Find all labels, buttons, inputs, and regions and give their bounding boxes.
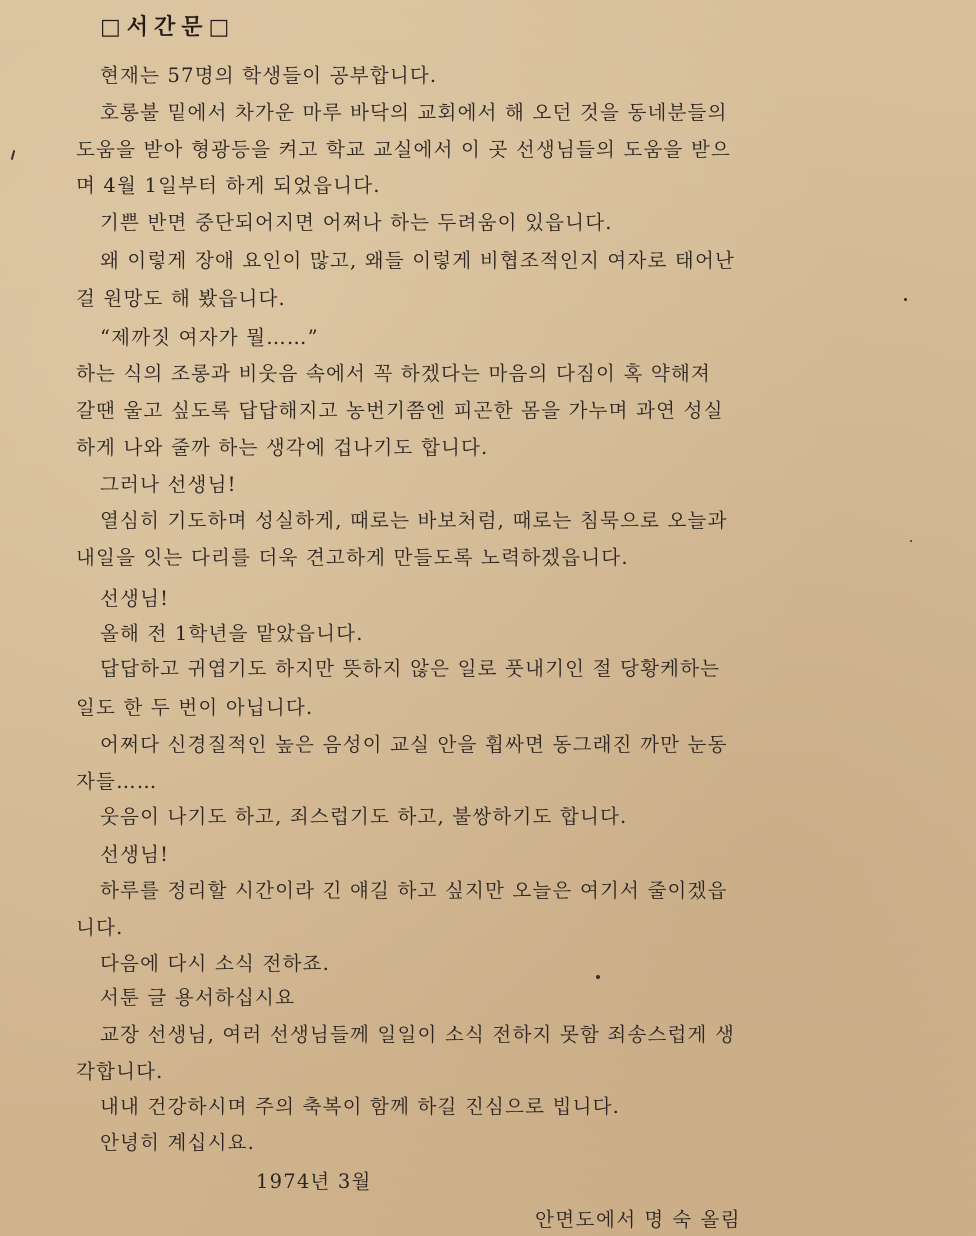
letter-line: 하는 식의 조롱과 비웃음 속에서 꼭 하겠다는 마음의 다짐이 혹 약해져 [76,362,712,385]
letter-line: 열심히 기도하며 성실하게, 때로는 바보처럼, 때로는 침묵으로 오늘과 [100,509,728,532]
letter-line: 안녕히 계십시요. [100,1131,256,1154]
paper-speck [904,298,907,301]
letter-line: 웃음이 나기도 하고, 죄스럽기도 하고, 불쌍하기도 합니다. [100,805,628,828]
letter-line: 현재는 57명의 학생들이 공부합니다. [100,64,438,87]
letter-line: 선생님! [100,587,170,610]
letter-line: 호롱불 밑에서 차가운 마루 바닥의 교회에서 해 오던 것을 동네분들의 [100,101,728,124]
letter-line: 교장 선생님, 여러 선생님들께 일일이 소식 전하지 못함 죄송스럽게 생 [100,1023,736,1046]
letter-line: 하루를 정리할 시간이라 긴 얘길 하고 싶지만 오늘은 여기서 줄이겠읍 [100,879,728,902]
letter-line: 하게 나와 줄까 하는 생각에 겁나기도 합니다. [76,436,489,459]
letter-line: “제까짓 여자가 뭘……” [100,326,319,349]
letter-line: 각합니다. [76,1060,164,1083]
letter-line: 다음에 다시 소식 전하죠. [100,952,330,975]
page-title: □서간문□ [100,15,236,40]
letter-line: 자들…… [76,770,158,793]
letter-line: 내일을 잇는 다리를 더욱 견고하게 만들도록 노력하겠읍니다. [76,546,629,569]
letter-line: 기쁜 반면 중단되어지면 어쩌나 하는 두려움이 있읍니다. [100,211,613,234]
paper-speck [11,150,16,160]
paper-speck [596,975,600,979]
letter-line: 올해 전 1학년을 맡았읍니다. [100,622,364,645]
letter-date: 1974년 3월 [256,1170,372,1193]
letter-line: 어쩌다 신경질적인 높은 음성이 교실 안을 휩싸면 동그래진 까만 눈동 [100,733,728,756]
letter-line: 걸 원망도 해 봤읍니다. [76,287,286,310]
letter-line: 며 4월 1일부터 하게 되었읍니다. [76,174,381,197]
paper-speck [910,540,912,542]
letter-line: 답답하고 귀엽기도 하지만 뜻하지 않은 일로 풋내기인 절 당황케하는 [100,657,721,680]
letter-signature: 안면도에서 명 숙 올림 [535,1208,742,1231]
letter-line: 그러나 선생님! [100,473,237,496]
letter-line: 일도 한 두 번이 아닙니다. [76,696,314,719]
letter-line: 선생님! [100,843,170,866]
letter-line: 니다. [76,916,124,939]
letter-line: 왜 이렇게 장애 요인이 많고, 왜들 이렇게 비협조적인지 여자로 태어난 [100,249,736,272]
letter-line: 내내 건강하시며 주의 축복이 함께 하길 진심으로 빕니다. [100,1095,621,1118]
letter-line: 서툰 글 용서하십시요 [100,986,296,1009]
letter-line: 도움을 받아 형광등을 켜고 학교 교실에서 이 곳 선생님들의 도움을 받으 [76,138,732,161]
letter-line: 갈땐 울고 싶도록 답답해지고 농번기쯤엔 피곤한 몸을 가누며 과연 성실 [76,399,724,422]
